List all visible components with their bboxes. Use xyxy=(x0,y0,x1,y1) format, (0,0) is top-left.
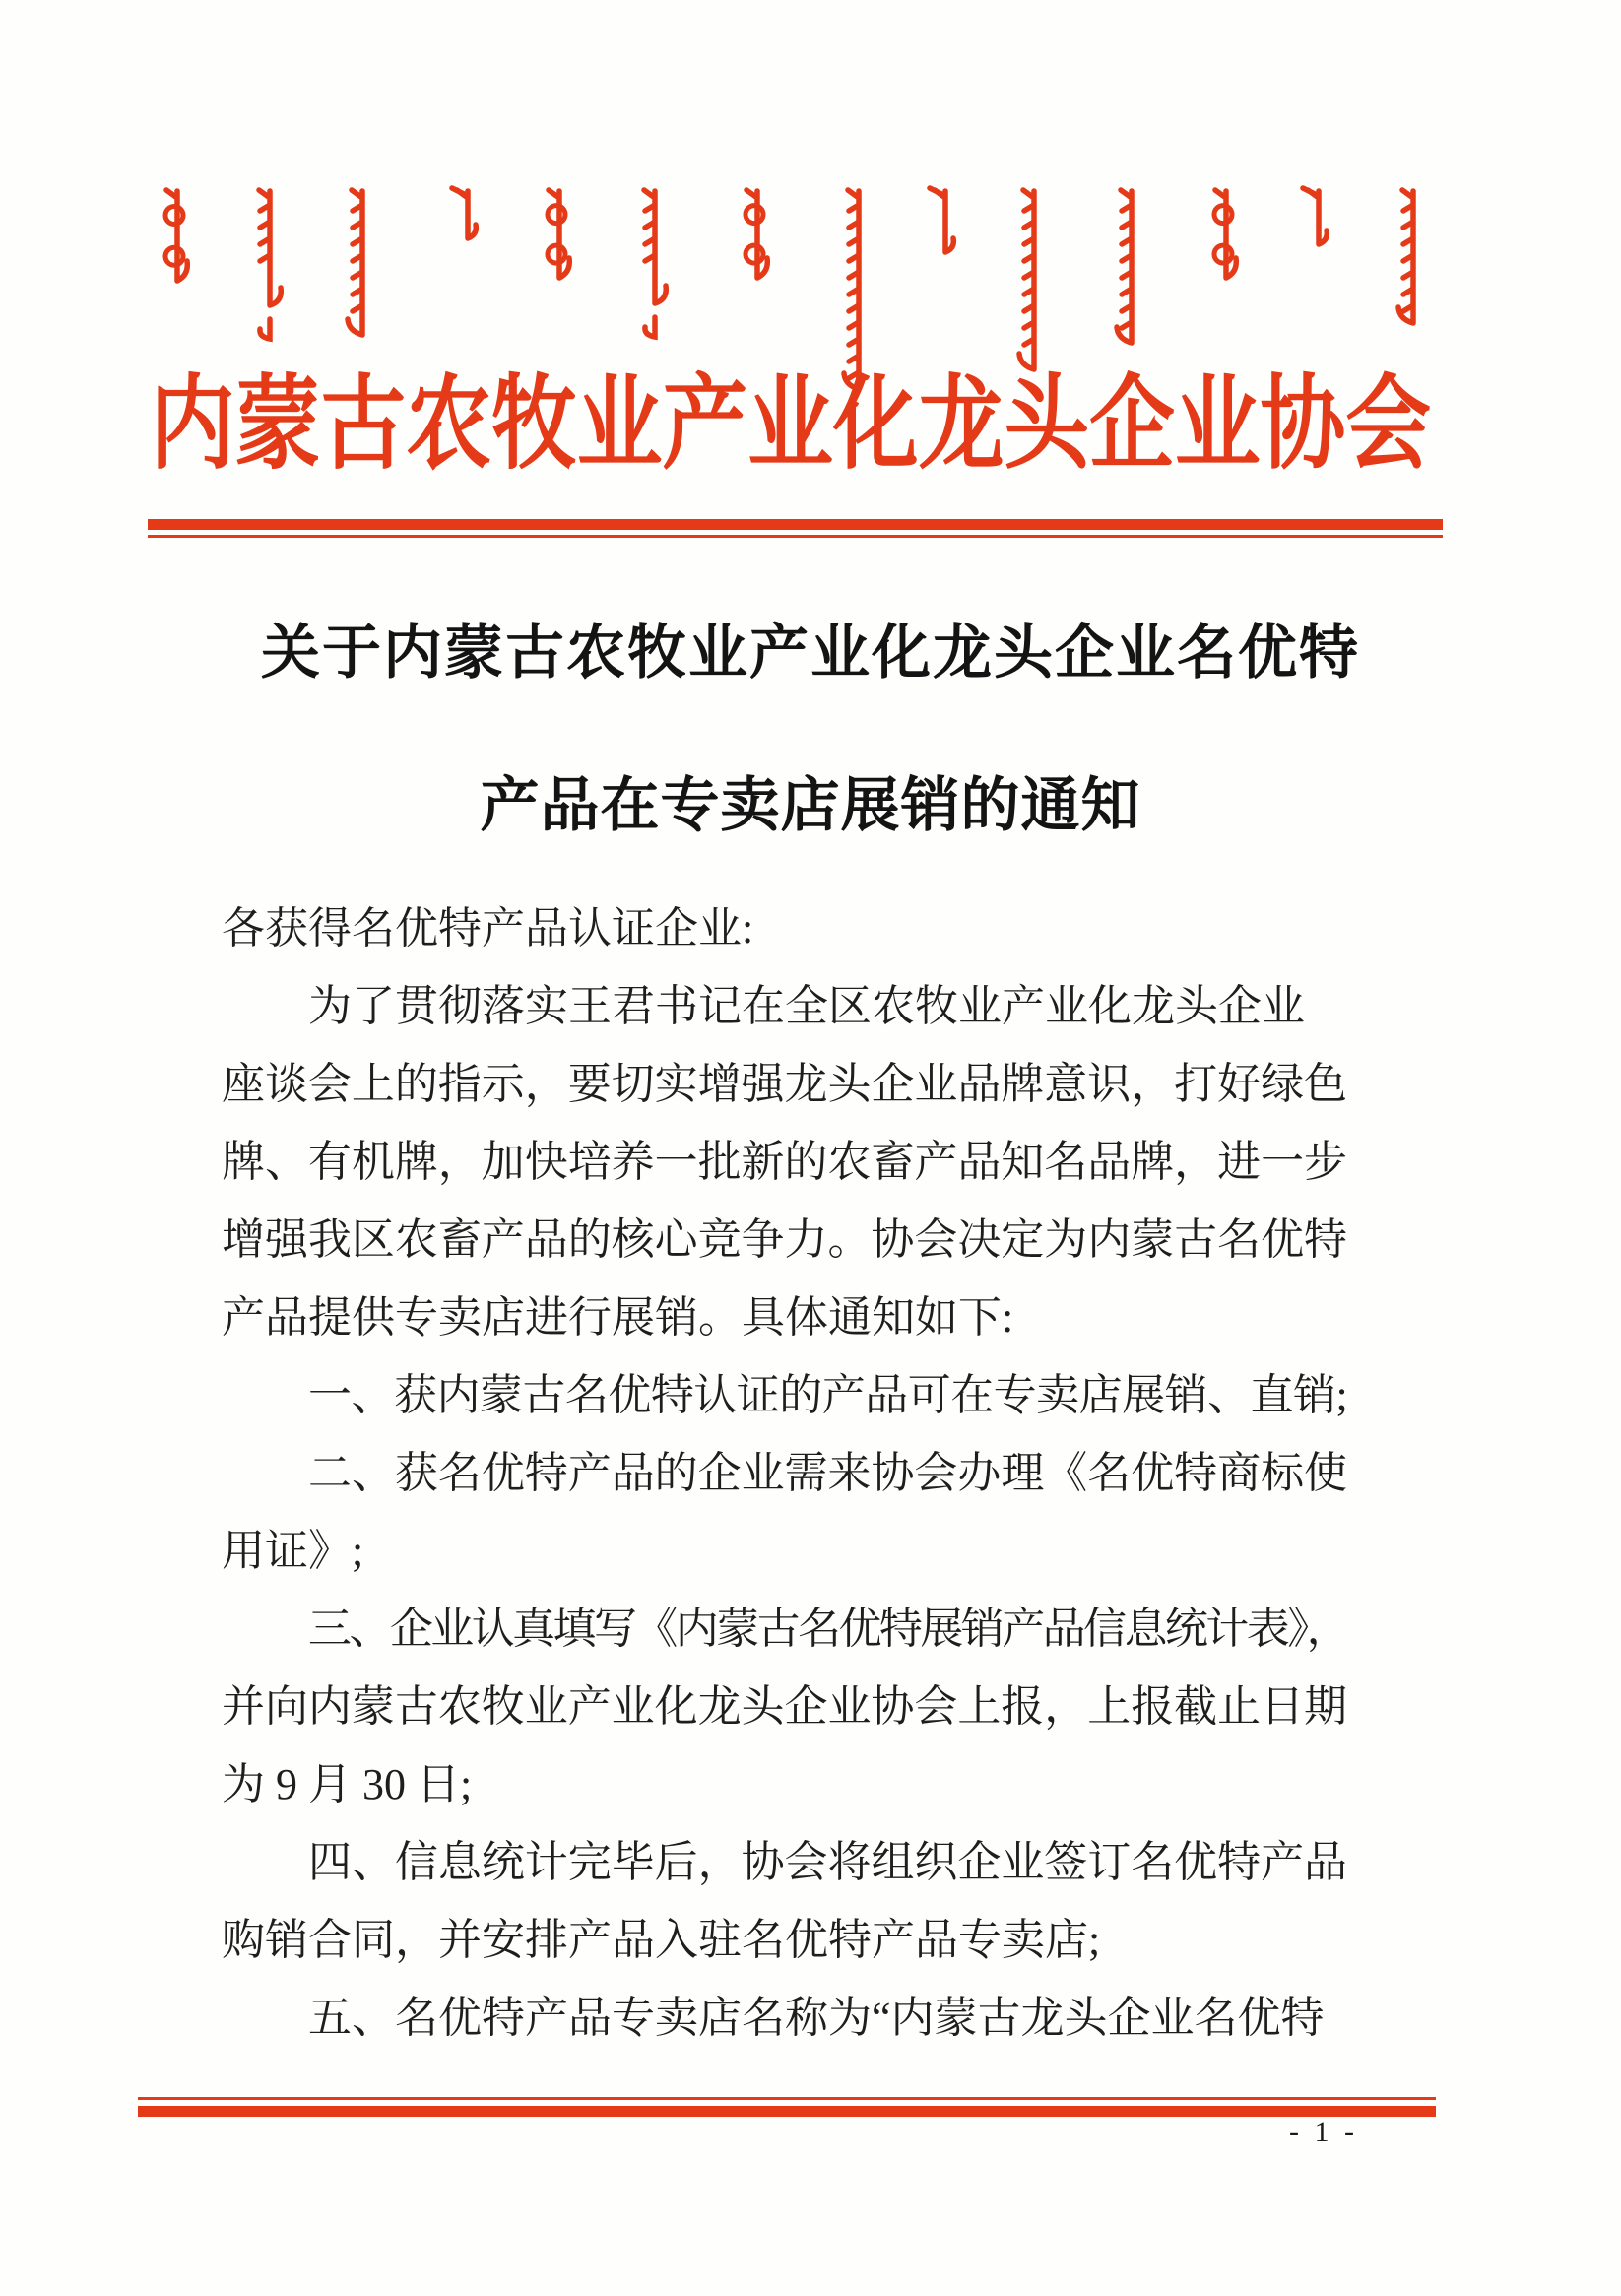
body-line: 二、获名优特产品的企业需来协会办理《名优特商标使 xyxy=(308,1449,1347,1497)
body-line: 用证》; xyxy=(222,1527,364,1575)
mongolian-script-column xyxy=(1394,187,1437,366)
header-rule-thick xyxy=(148,519,1443,530)
notice-title xyxy=(0,621,1621,838)
mongolian-script-column xyxy=(635,187,679,347)
page-number: - 1 - xyxy=(1289,2116,1358,2148)
mongolian-script-column xyxy=(448,187,491,282)
body-line: 五、名优特产品专卖店名称为“内蒙古龙头企业名优特 xyxy=(308,1994,1325,2042)
mongolian-script-column xyxy=(540,187,583,321)
mongolian-script-banner xyxy=(0,0,1621,424)
body-line: 座谈会上的指示，要切实增强龙头企业品牌意识，打好绿色 xyxy=(222,1060,1347,1108)
body-line: 产品提供专卖店进行展销。具体通知如下: xyxy=(222,1293,1014,1342)
notice-title-line2: 产品在专卖店展销的通知 xyxy=(480,773,1141,838)
footer-rule-thin xyxy=(138,2097,1436,2100)
notice-body xyxy=(222,889,1347,2057)
body-line: 三、企业认真填写《内蒙古名优特展销产品信息统计表》， xyxy=(308,1605,1347,1653)
mongolian-script-column xyxy=(250,187,293,349)
mongolian-script-column xyxy=(343,187,386,378)
mongolian-script-column xyxy=(158,187,201,324)
body-line: 各获得名优特产品认证企业: xyxy=(222,904,754,952)
body-line: 购销合同，并安排产品入驻名优特产品专卖店; xyxy=(222,1916,1101,1964)
body-line: 为 9 月 30 日; xyxy=(222,1760,473,1808)
mongolian-script-column xyxy=(738,187,781,321)
org-title: 内蒙古农牧业产业化龙头企业协会 xyxy=(150,368,1432,482)
mongolian-script-column xyxy=(1112,187,1155,386)
mongolian-script-column xyxy=(926,187,969,295)
footer-rule-thick xyxy=(138,2106,1436,2117)
mongolian-script-column xyxy=(1299,187,1342,288)
body-line: 牌、有机牌，加快培养一批新的农畜产品知名品牌，进一步 xyxy=(222,1138,1347,1186)
header-rule-thin xyxy=(148,535,1443,538)
notice-title-line1: 关于内蒙古农牧业产业化龙头企业名优特 xyxy=(261,621,1360,686)
body-line: 四、信息统计完毕后，协会将组织企业签订名优特产品 xyxy=(308,1838,1347,1886)
body-line: 并向内蒙古农牧业产业化龙头企业协会上报，上报截止日期 xyxy=(222,1682,1347,1731)
mongolian-script-column xyxy=(1206,187,1250,321)
body-line: 增强我区农畜产品的核心竞争力。协会决定为内蒙古名优特 xyxy=(222,1215,1347,1264)
body-line: 为了贯彻落实王君书记在全区农牧业产业化龙头企业 xyxy=(308,982,1305,1030)
body-line: 一、获内蒙古名优特认证的产品可在专卖店展销、直销; xyxy=(308,1371,1348,1419)
